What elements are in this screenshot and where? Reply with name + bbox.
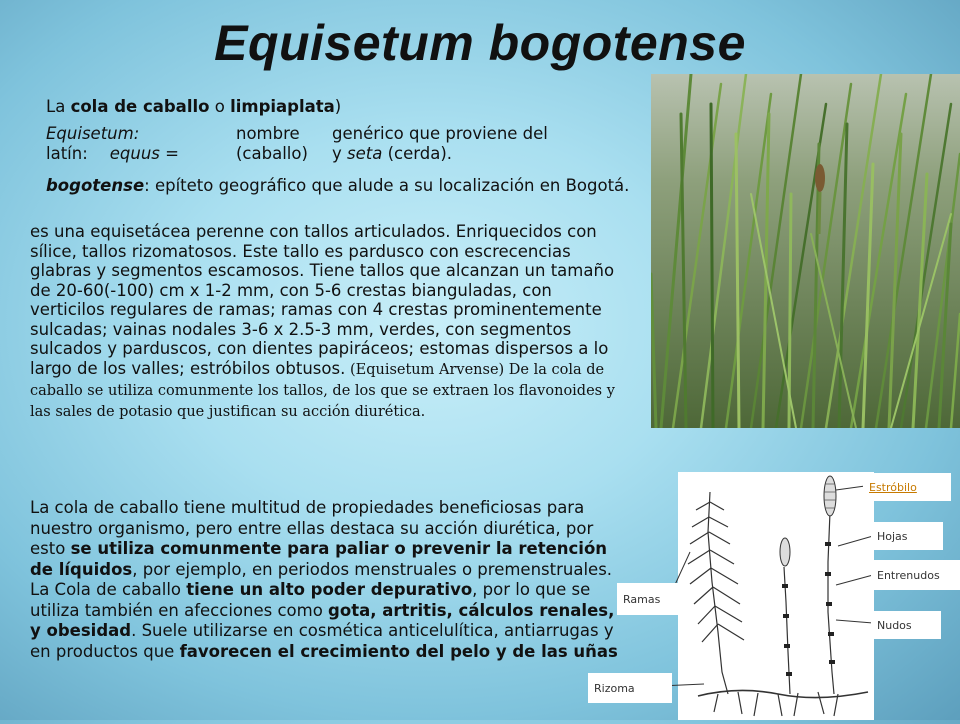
horsetail-diagram-art — [678, 472, 874, 720]
uses-bold-4: favorecen el crecimiento del pelo y de las uñas — [179, 641, 618, 661]
epithet-text: : epíteto geográfico que alude a su localización en Bogotá. — [144, 176, 630, 195]
intro-prefix: La — [46, 97, 71, 116]
label-branches: Ramas — [617, 583, 681, 615]
uses-text-4: . Suele utilizarse en cosmética anticelulítica, antiarrugas y en productos que — [30, 621, 614, 661]
label-rhizome: Rizoma — [588, 673, 672, 703]
horsetail-photo-art — [651, 74, 960, 428]
label-leaves: Hojas — [871, 522, 943, 550]
etymology-latin: latín: equus = — [46, 144, 179, 163]
etymology-nombre: nombre — [236, 124, 300, 143]
epithet-definition — [46, 176, 646, 196]
epithet-term: bogotense — [46, 176, 145, 195]
etymology-row-2 — [46, 144, 646, 164]
uses-text-3: , por lo que se utiliza también en afecciones como — [30, 580, 591, 620]
horsetail-photo — [651, 74, 960, 428]
description-main: es una equisetácea perenne con tallos articulados. Enriquecidos con sílice, tallos rizomatosos. Este tallo es pardusco con escrecencias glabras y segmentos escamosos. Tiene tallos que alcanzan un tamaño de 20-60(-100) cm x 1-2 mm, con 5-6 crestas bianguladas, con verticilos regulares de ramas; ramas con 4 crestas prominentemente sulcadas; vainas nodales 3-6 x 2.5-3 mm, verdes, con segmentos sulcados y parduscos, con dientes papiráceos; estomas dispersos a lo largo de los valles; estróbilos obtusos. — [30, 222, 615, 378]
etymology-genus: Equisetum: — [46, 124, 140, 143]
etymology-caballo: (caballo) — [236, 144, 308, 163]
label-strobilus[interactable]: Estróbilo — [863, 473, 951, 501]
genus-etymology — [46, 124, 646, 164]
intro-mid: o — [209, 97, 231, 116]
uses-bold-2: tiene un alto poder depurativo — [186, 580, 473, 599]
page-title: Equisetum bogotense — [214, 15, 746, 71]
common-name-1: cola de caballo — [70, 97, 210, 116]
etymology-row-1 — [46, 124, 646, 144]
intro-line — [46, 97, 646, 117]
intro-suffix: ) — [334, 97, 342, 116]
label-nodes: Nudos — [871, 611, 941, 639]
label-internodes: Entrenudos — [871, 560, 960, 590]
etymology-seta: y seta (cerda). — [332, 144, 453, 163]
etymology-generico: genérico que proviene del — [332, 124, 548, 143]
medicinal-uses — [30, 498, 630, 662]
uses-bold-3: gota, artritis, cálculos renales, y obesidad — [30, 600, 615, 640]
uses-bold-1: se utiliza comunmente para paliar o prevenir la retención de líquidos — [30, 539, 608, 579]
common-name-2: limpiaplata — [230, 97, 335, 116]
description-small: (Equisetum Arvense) De la cola de caballo se utiliza comunmente los tallos, de los que se extraen los flavonoides y las sales de potasio que justifican su acción diurética. — [30, 361, 615, 420]
uses-text-1: La cola de caballo tiene multitud de propiedades beneficiosas para nuestro organismo, pero entre ellas destaca su acción diurética, por esto — [30, 498, 594, 558]
species-description — [30, 222, 620, 422]
horsetail-diagram — [678, 472, 874, 720]
uses-text-2: , por ejemplo, en periodos menstruales o premenstruales. La Cola de caballo — [30, 559, 613, 599]
